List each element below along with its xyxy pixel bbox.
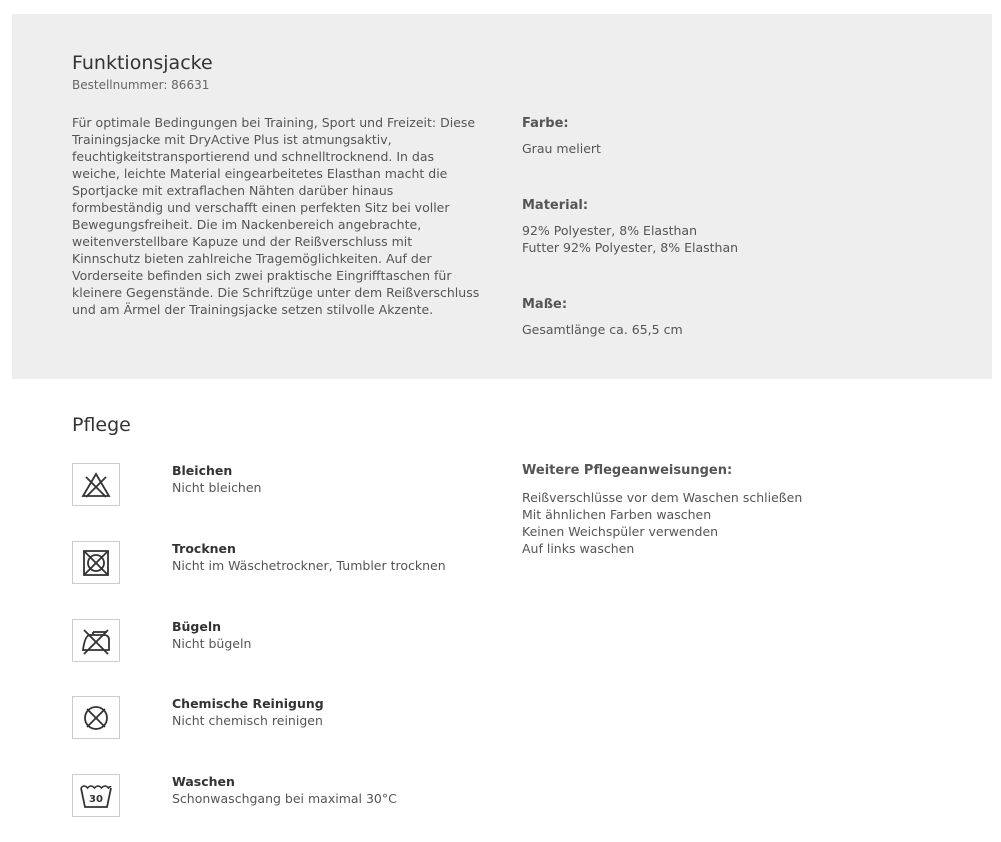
care-item-name: Waschen [172, 774, 235, 789]
attribute-value [522, 222, 952, 256]
care-item-desc: Nicht bleichen [172, 480, 262, 495]
product-info-panel [12, 14, 992, 379]
care-item-dry-clean [72, 696, 492, 744]
material-line: 92% Polyester, 8% Elasthan [522, 223, 697, 238]
care-item-dry [72, 541, 492, 589]
attribute-label: Material: [522, 198, 589, 213]
attribute-value: Grau meliert [522, 141, 601, 156]
care-item-name: Bügeln [172, 619, 222, 634]
attribute-size [522, 297, 952, 338]
care-item-desc: Schonwaschgang bei maximal 30°C [172, 791, 397, 806]
care-item-desc: Nicht bügeln [172, 636, 252, 651]
care-section-title: Pflege [72, 414, 131, 436]
no-tumble-dry-icon [72, 541, 120, 584]
care-item-wash [72, 774, 492, 822]
further-care-label: Weitere Pflegeanweisungen: [522, 463, 733, 478]
care-item-desc: Nicht chemisch reinigen [172, 713, 323, 728]
no-iron-icon [72, 619, 120, 662]
attribute-label: Maße: [522, 297, 568, 312]
care-item-desc: Nicht im Wäschetrockner, Tumbler trocknen [172, 558, 446, 573]
list-item: Reißverschlüsse vor dem Waschen schließen [522, 490, 803, 505]
wash-30-icon [72, 774, 120, 817]
material-line: Futter 92% Polyester, 8% Elasthan [522, 240, 739, 255]
list-item: Keinen Weichspüler verwenden [522, 524, 719, 539]
care-item-name: Bleichen [172, 463, 233, 478]
care-item-name: Trocknen [172, 541, 236, 556]
care-item-name: Chemische Reinigung [172, 696, 324, 711]
further-care-instructions [522, 463, 962, 557]
product-description: Für optimale Bedingungen bei Training, Sport und Freizeit: Diese Trainingsjacke mit DryActive Plus ist atmungsaktiv, feuchtigkeitstransportierend und schnelltrocknend. In das weiche, leichte Material eingearbeitetes Elasthan macht die Sportjacke mit extraflachen Nähten darüber hinaus formbeständig und verschafft einen perfekten Sitz bei voller Bewegungsfreiheit. Die im Nackenbereich angebrachte, weitenverstellbare Kapuze und der Reißverschluss mit Kinnschutz bieten zahlreiche Tragemöglichkeiten. Auf der Vorderseite befinden sich zwei praktische Eingrifftaschen für kleinere Gegenstände. Die Schriftzüge unter dem Reißverschluss und am Ärmel der Trainingsjacke setzen stilvolle Akzente. [72, 115, 480, 317]
care-item-bleach [72, 463, 492, 511]
product-title: Funktionsjacke [72, 52, 213, 74]
order-number: Bestellnummer: 86631 [72, 78, 210, 92]
no-bleach-icon [72, 463, 120, 506]
wash-temperature-label: 30 [89, 793, 103, 805]
attribute-value: Gesamtlänge ca. 65,5 cm [522, 322, 683, 337]
attribute-label: Farbe: [522, 116, 569, 131]
care-item-iron [72, 619, 492, 667]
attribute-color [522, 116, 952, 157]
further-care-list [522, 489, 962, 557]
list-item: Auf links waschen [522, 541, 635, 556]
attribute-material [522, 198, 952, 256]
list-item: Mit ähnlichen Farben waschen [522, 507, 712, 522]
no-dry-clean-icon [72, 696, 120, 739]
